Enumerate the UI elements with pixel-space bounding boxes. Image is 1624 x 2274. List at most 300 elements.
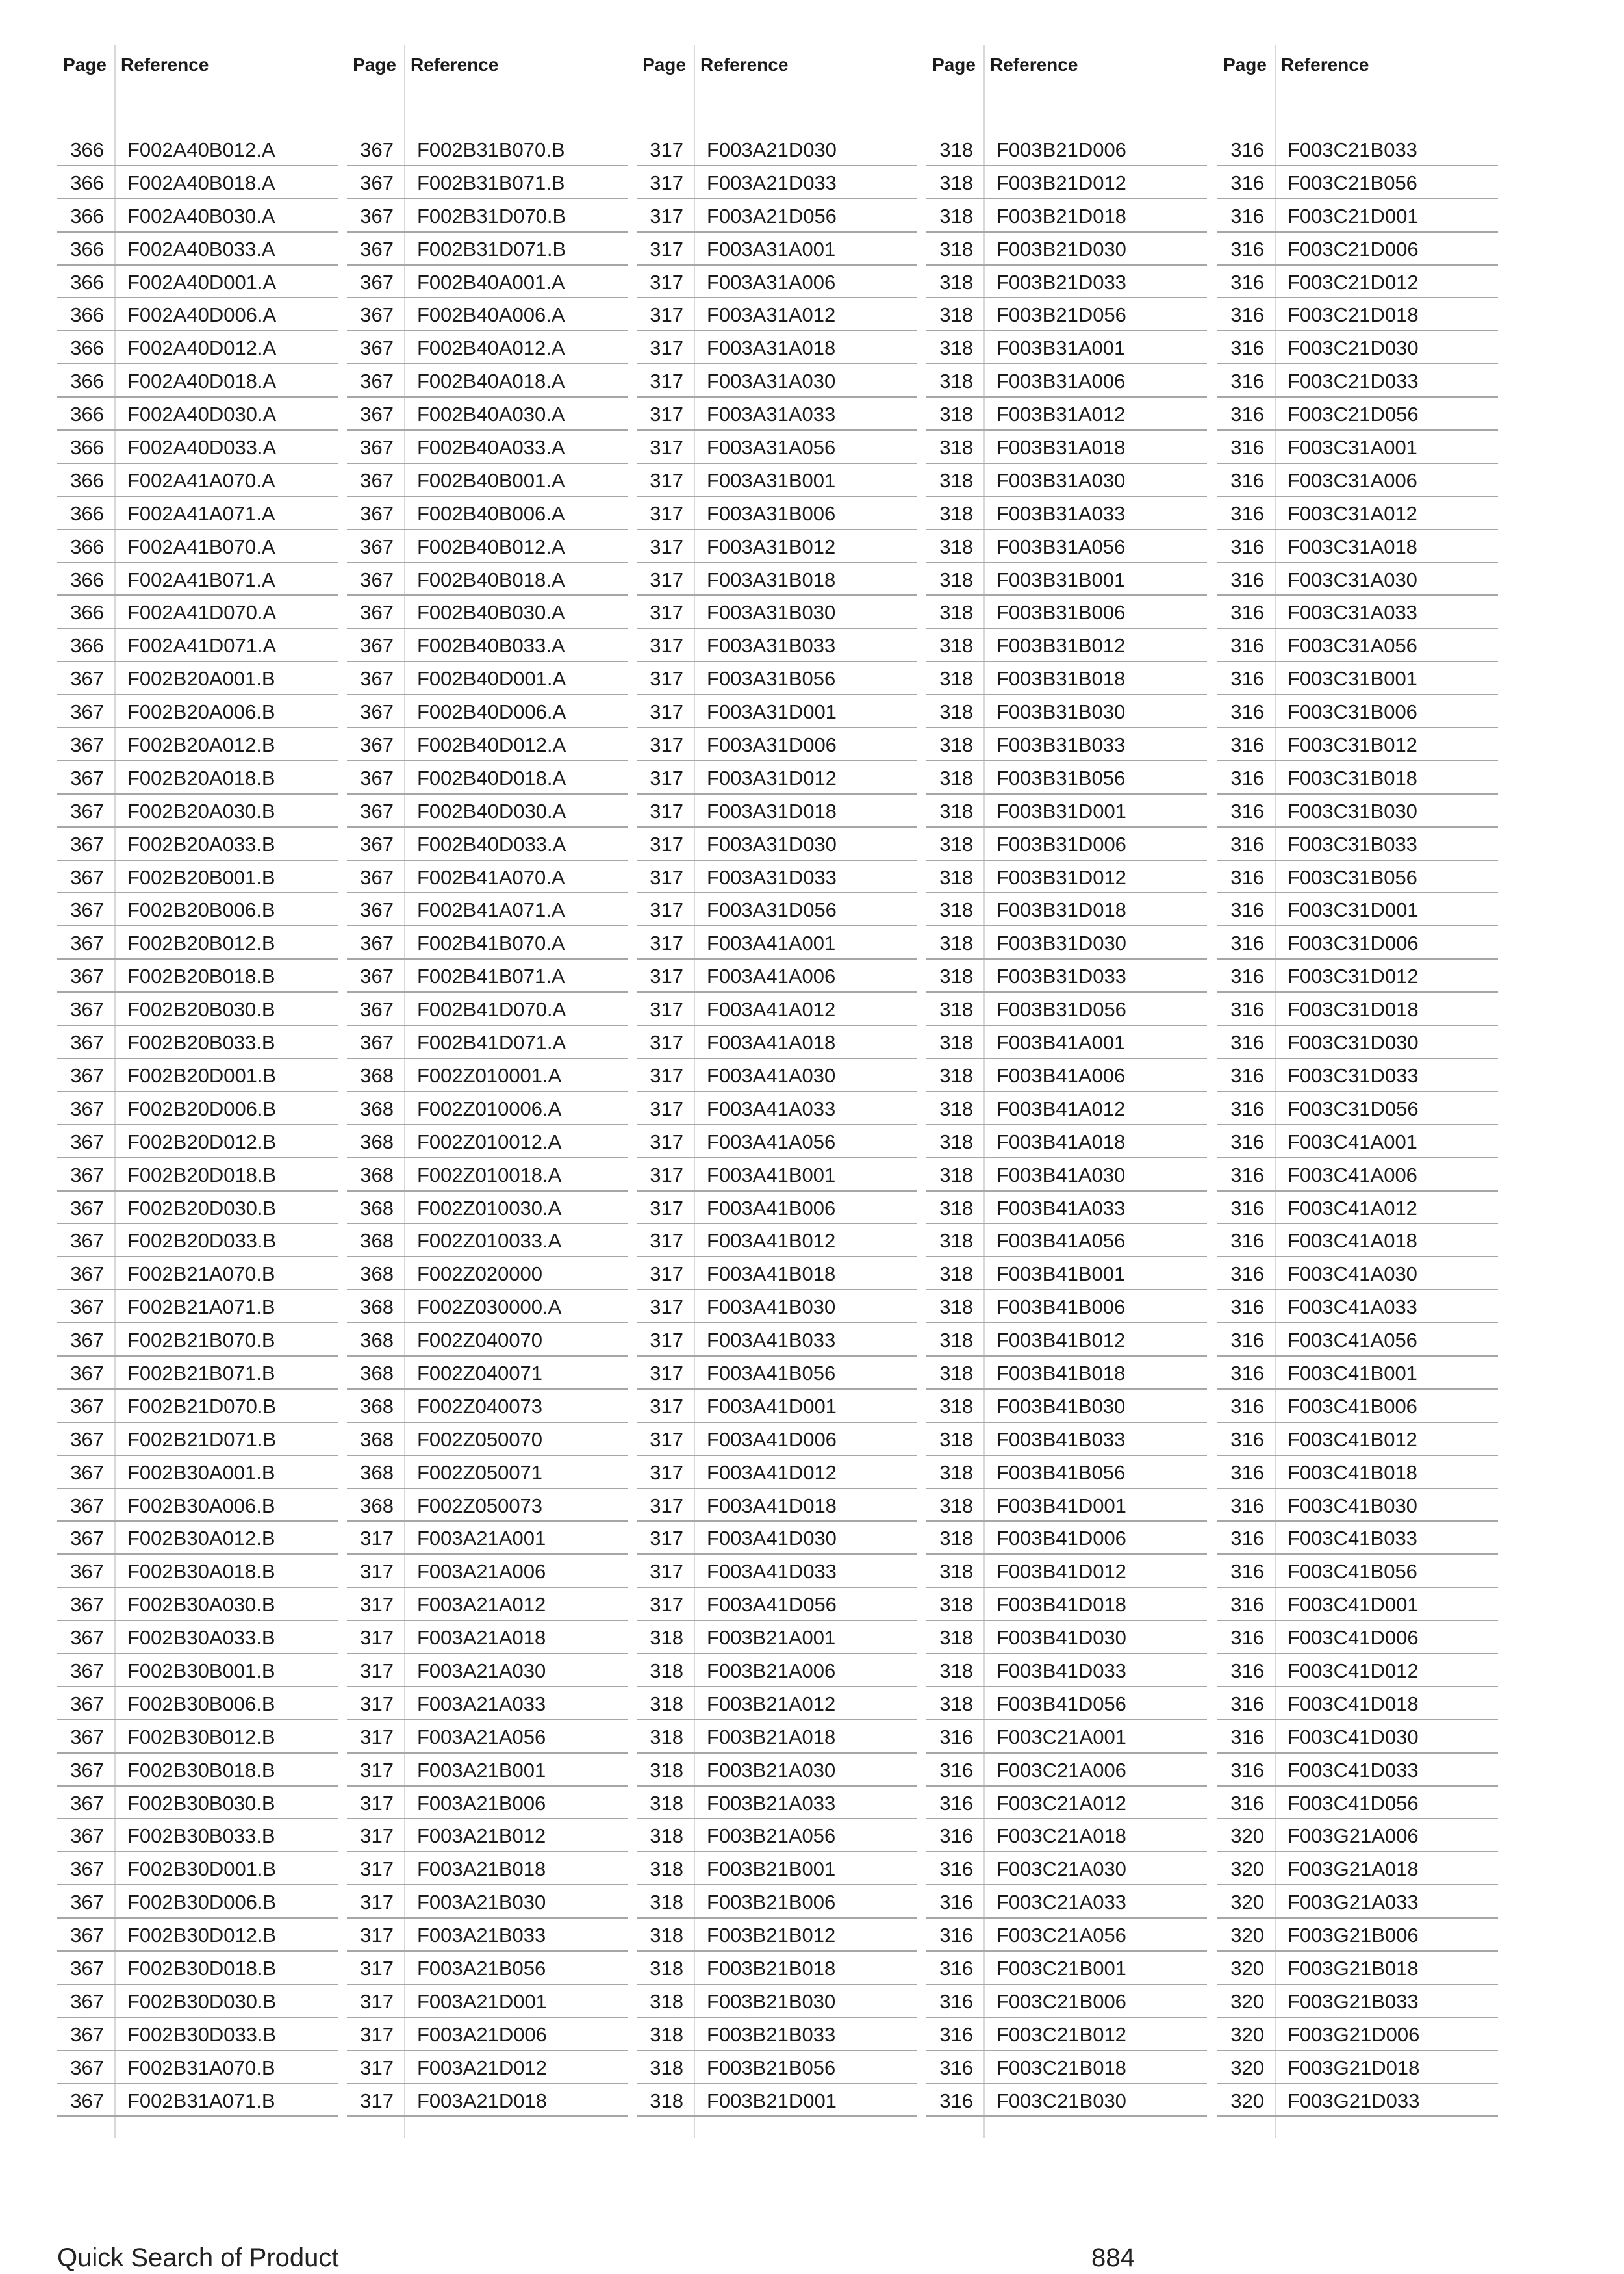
index-row: [57, 1952, 338, 1985]
reference-cell: F003A41B006: [707, 1196, 836, 1220]
index-row: [926, 695, 1207, 728]
reference-cell: F003B41A006: [996, 1064, 1126, 1087]
reference-cell: F002B41A071.A: [417, 899, 565, 922]
reference-cell: F002B40B001.A: [417, 468, 565, 492]
page-number-cell: 366: [70, 337, 104, 360]
reference-cell: F003A41A006: [707, 965, 836, 988]
index-row: [347, 1026, 628, 1059]
reference-cell: F003B21D018: [996, 204, 1126, 227]
index-row: [57, 1588, 338, 1621]
index-row: [1217, 1026, 1498, 1059]
index-row: [347, 1654, 628, 1687]
page-number-cell: 366: [70, 237, 104, 261]
page-number-cell: 316: [1230, 337, 1264, 360]
reference-cell: F002A40B030.A: [127, 204, 275, 227]
reference-cell: F003A21D056: [707, 204, 837, 227]
index-row: [57, 1754, 338, 1787]
reference-cell: F002B40B012.A: [417, 535, 565, 558]
reference-cell: F003C31A056: [1288, 634, 1417, 658]
reference-cell: F003C21B030: [996, 2089, 1126, 2112]
reference-cell: F003C41A033: [1288, 1296, 1417, 1319]
page-number-cell: 318: [939, 1196, 973, 1220]
reference-cell: F002B40A001.A: [417, 270, 565, 294]
index-row: [1217, 1819, 1498, 1852]
page-number-cell: 320: [1230, 1924, 1264, 1947]
reference-cell: F002A41D071.A: [127, 634, 277, 658]
index-row: [637, 695, 917, 728]
index-row: [347, 960, 628, 993]
index-row: [347, 166, 628, 199]
page-number-cell: 368: [360, 1097, 394, 1120]
reference-cell: F003C41B018: [1288, 1461, 1417, 1484]
reference-cell: F003A21A001: [417, 1527, 546, 1550]
reference-cell: F003A31B001: [707, 468, 836, 492]
page-number-cell: 316: [1230, 436, 1264, 459]
index-row: [57, 761, 338, 795]
reference-cell: F003B21B006: [707, 1891, 836, 1914]
page-number-cell: 317: [360, 2056, 394, 2079]
reference-cell: F003A21D012: [417, 2056, 547, 2079]
reference-cell: F003A41A056: [707, 1130, 836, 1153]
index-row: [57, 1787, 338, 1820]
index-row: [1217, 464, 1498, 497]
reference-cell: F002B20D033.B: [127, 1229, 277, 1253]
index-row: [926, 1522, 1207, 1555]
page-number-cell: 316: [1230, 303, 1264, 327]
page-number-cell: 317: [360, 1891, 394, 1914]
index-row: [57, 266, 338, 299]
page-number-cell: 367: [70, 1758, 104, 1782]
page-number-cell: 316: [1230, 799, 1264, 823]
index-row: [926, 199, 1207, 233]
index-row: [637, 1985, 917, 2018]
reference-cell: F002B31B071.B: [417, 171, 565, 194]
page-number-cell: 317: [650, 601, 683, 624]
index-row: [637, 1423, 917, 1456]
reference-cell: F003B21A030: [707, 1758, 836, 1782]
reference-cell: F003A41D012: [707, 1461, 837, 1484]
page-number-cell: 368: [360, 1196, 394, 1220]
reference-cell: F003A21B030: [417, 1891, 546, 1914]
page-number-cell: 316: [1230, 237, 1264, 261]
page-number-cell: 318: [939, 568, 973, 591]
index-row: [347, 1323, 628, 1357]
reference-cell: F002B30A001.B: [127, 1461, 275, 1484]
reference-cell: F003A21A012: [417, 1593, 546, 1616]
index-row: [347, 1456, 628, 1489]
reference-cell: F003A21D001: [417, 1989, 547, 2013]
page-number-cell: 367: [360, 403, 394, 426]
page-number-cell: 316: [1230, 700, 1264, 724]
footer-section-title: Quick Search of Product: [57, 2243, 339, 2272]
reference-cell: F003B21A012: [707, 1692, 836, 1715]
index-row: [637, 563, 917, 596]
index-row: [347, 761, 628, 795]
index-row: [637, 1390, 917, 1423]
page-number-cell: 316: [1230, 1262, 1264, 1286]
index-row: [57, 828, 338, 861]
index-row: [926, 1456, 1207, 1489]
reference-cell: F003C21A030: [996, 1858, 1126, 1881]
header-page-label: Page: [1223, 55, 1267, 75]
reference-cell: F003G21A018: [1288, 1858, 1419, 1881]
reference-cell: F003A21B001: [417, 1758, 546, 1782]
reference-cell: F003A21A033: [417, 1692, 546, 1715]
page-number-cell: 317: [360, 1659, 394, 1682]
reference-cell: F002A40D033.A: [127, 436, 277, 459]
page-number-cell: 318: [650, 1659, 683, 1682]
index-row: [637, 1026, 917, 1059]
index-row: [347, 1787, 628, 1820]
page-number-cell: 366: [70, 601, 104, 624]
reference-cell: F003A21D030: [707, 138, 837, 161]
reference-cell: F003A31D006: [707, 734, 837, 757]
reference-cell: F003C21D030: [1288, 337, 1419, 360]
page-number-cell: 318: [650, 1891, 683, 1914]
reference-cell: F003C41D018: [1288, 1692, 1419, 1715]
reference-cell: F003A21A056: [417, 1725, 546, 1748]
reference-cell: F002A41D070.A: [127, 601, 277, 624]
index-row: [347, 298, 628, 331]
reference-cell: F003C41A030: [1288, 1262, 1417, 1286]
reference-cell: F002B21A070.B: [127, 1262, 275, 1286]
page-number-cell: 317: [650, 436, 683, 459]
reference-cell: F002B30D012.B: [127, 1924, 277, 1947]
index-row: [57, 861, 338, 894]
index-row: [57, 1290, 338, 1323]
reference-cell: F002Z010030.A: [417, 1196, 562, 1220]
index-row: [637, 1092, 917, 1125]
index-row: [1217, 1456, 1498, 1489]
index-row: [57, 364, 338, 398]
page-number-cell: 368: [360, 1394, 394, 1418]
index-row: [637, 1621, 917, 1654]
page-number-cell: 367: [70, 832, 104, 856]
page-number-cell: 316: [1230, 1758, 1264, 1782]
index-row: [57, 1687, 338, 1720]
page-number-cell: 367: [70, 1593, 104, 1616]
reference-cell: F003B41D030: [996, 1626, 1126, 1650]
index-row: [926, 728, 1207, 761]
page-number-cell: 318: [939, 766, 973, 789]
index-row: [347, 728, 628, 761]
index-row: [637, 1687, 917, 1720]
reference-cell: F003B31D006: [996, 832, 1126, 856]
reference-cell: F003B31D033: [996, 965, 1126, 988]
reference-cell: F003B31A012: [996, 403, 1126, 426]
page-number-cell: 317: [650, 899, 683, 922]
index-row: [57, 1456, 338, 1489]
reference-cell: F002Z050070: [417, 1427, 543, 1451]
index-row: [637, 1885, 917, 1919]
index-row: [57, 695, 338, 728]
reference-cell: F003B21A018: [707, 1725, 836, 1748]
reference-cell: F003G21A006: [1288, 1824, 1419, 1848]
page-number-cell: 366: [70, 138, 104, 161]
reference-cell: F002A41B070.A: [127, 535, 275, 558]
reference-cell: F002B20A001.B: [127, 667, 275, 691]
page-number-cell: 317: [650, 1527, 683, 1550]
page-number-cell: 318: [939, 601, 973, 624]
page-number-cell: 318: [939, 270, 973, 294]
index-row: [347, 1522, 628, 1555]
page-number-cell: 368: [360, 1329, 394, 1352]
reference-cell: F003B31B001: [996, 568, 1126, 591]
reference-cell: F003B41A030: [996, 1163, 1126, 1186]
reference-cell: F003C41A001: [1288, 1130, 1417, 1153]
index-row: [57, 1423, 338, 1456]
index-row: [57, 398, 338, 431]
index-row: [637, 1290, 917, 1323]
index-row: [57, 2051, 338, 2084]
index-row: [926, 1357, 1207, 1390]
reference-cell: F002B30A033.B: [127, 1626, 275, 1650]
reference-cell: F003B21D056: [996, 303, 1126, 327]
index-row: [57, 298, 338, 331]
reference-cell: F003B31A056: [996, 535, 1126, 558]
index-row: [637, 1357, 917, 1390]
reference-cell: F002B41D071.A: [417, 1031, 566, 1054]
index-row: [347, 364, 628, 398]
page-number-cell: 317: [650, 634, 683, 658]
reference-cell: F003B41B001: [996, 1262, 1126, 1286]
reference-cell: F003C21A012: [996, 1791, 1126, 1815]
reference-cell: F002A40B012.A: [127, 138, 275, 161]
page-number-cell: 318: [939, 899, 973, 922]
reference-cell: F003B31B030: [996, 700, 1126, 724]
reference-cell: F003A21D033: [707, 171, 837, 194]
index-row: [1217, 166, 1498, 199]
reference-cell: F002B20B033.B: [127, 1031, 275, 1054]
reference-cell: F003C31D001: [1288, 899, 1419, 922]
index-row: [57, 530, 338, 563]
index-row: [57, 1985, 338, 2018]
reference-cell: F002Z010018.A: [417, 1163, 562, 1186]
reference-cell: F003C41B012: [1288, 1427, 1417, 1451]
page-number-cell: 316: [1230, 1329, 1264, 1352]
page-number-cell: 316: [1230, 832, 1264, 856]
index-row: [926, 1754, 1207, 1787]
reference-cell: F003G21B006: [1288, 1924, 1419, 1947]
index-row: [637, 662, 917, 695]
header-reference-label: Reference: [1281, 55, 1369, 75]
page-number-cell: 368: [360, 1130, 394, 1153]
reference-cell: F002Z050071: [417, 1461, 543, 1484]
index-row: [926, 298, 1207, 331]
index-row: [347, 199, 628, 233]
index-row: [347, 993, 628, 1026]
index-row: [1217, 1192, 1498, 1225]
page-number-cell: 318: [939, 237, 973, 261]
page-number-cell: 317: [650, 1229, 683, 1253]
reference-cell: F002A40B018.A: [127, 171, 275, 194]
index-row: [637, 1456, 917, 1489]
index-row: [347, 1059, 628, 1092]
index-row: [926, 596, 1207, 629]
index-row: [1217, 530, 1498, 563]
reference-cell: F002B21D070.B: [127, 1394, 277, 1418]
page-number-cell: 316: [1230, 965, 1264, 988]
page-number-cell: 317: [360, 1626, 394, 1650]
reference-cell: F003C21D033: [1288, 370, 1419, 393]
reference-cell: F003B31D030: [996, 932, 1126, 955]
reference-cell: F002B30A018.B: [127, 1560, 275, 1583]
index-row: [57, 1720, 338, 1754]
index-row: [347, 1885, 628, 1919]
index-row: [926, 629, 1207, 662]
index-row: [347, 1952, 628, 1985]
index-row: [637, 828, 917, 861]
index-row: [926, 2018, 1207, 2051]
index-row: [926, 1952, 1207, 1985]
page-number-cell: 318: [939, 370, 973, 393]
reference-cell: F003B31D001: [996, 799, 1126, 823]
page-number-cell: 318: [939, 1527, 973, 1550]
reference-cell: F003A31A033: [707, 403, 836, 426]
page-number-cell: 316: [1230, 667, 1264, 691]
index-row: [347, 331, 628, 364]
index-row: [926, 861, 1207, 894]
page-number-cell: 366: [70, 204, 104, 227]
page-number-cell: 317: [650, 468, 683, 492]
page-number-cell: 316: [1230, 1394, 1264, 1418]
reference-cell: F003C31D056: [1288, 1097, 1419, 1120]
index-row: [637, 331, 917, 364]
page-number-cell: 318: [939, 634, 973, 658]
index-row: [57, 1390, 338, 1423]
reference-cell: F003A41D001: [707, 1394, 837, 1418]
page-number-cell: 367: [70, 899, 104, 922]
page-number-cell: 318: [939, 1692, 973, 1715]
reference-cell: F002B31B070.B: [417, 138, 565, 161]
reference-cell: F002B20A012.B: [127, 734, 275, 757]
index-row: [1217, 795, 1498, 828]
page-number-cell: 316: [1230, 270, 1264, 294]
page-number-cell: 367: [360, 965, 394, 988]
reference-cell: F003C31B030: [1288, 799, 1417, 823]
reference-cell: F002B30B033.B: [127, 1824, 275, 1848]
reference-cell: F002B30A030.B: [127, 1593, 275, 1616]
page-number-cell: 317: [360, 1824, 394, 1848]
page-number-cell: 318: [939, 1130, 973, 1153]
page-number-cell: 316: [1230, 568, 1264, 591]
page-number-cell: 316: [1230, 998, 1264, 1021]
page-number-cell: 367: [70, 1956, 104, 1980]
page-number-cell: 317: [650, 932, 683, 955]
page-number-cell: 367: [70, 1989, 104, 2013]
reference-cell: F003A21A030: [417, 1659, 546, 1682]
page-number-cell: 317: [360, 1692, 394, 1715]
reference-cell: F003A41A018: [707, 1031, 836, 1054]
header-reference-label: Reference: [700, 55, 789, 75]
reference-cell: F003B41A012: [996, 1097, 1126, 1120]
reference-cell: F003A41D006: [707, 1427, 837, 1451]
page-number-cell: 318: [650, 1956, 683, 1980]
index-row: [57, 629, 338, 662]
page-number-cell: 316: [939, 2089, 973, 2112]
page-number-cell: 367: [360, 899, 394, 922]
index-row: [347, 530, 628, 563]
reference-cell: F003B41B006: [996, 1296, 1126, 1319]
page-number-cell: 317: [650, 237, 683, 261]
reference-cell: F002B41B070.A: [417, 932, 565, 955]
reference-cell: F002B20B012.B: [127, 932, 275, 955]
reference-cell: F003A21A006: [417, 1560, 546, 1583]
index-row: [57, 1357, 338, 1390]
reference-cell: F003C41D056: [1288, 1791, 1419, 1815]
page-number-cell: 316: [1230, 1461, 1264, 1484]
index-row: [926, 993, 1207, 1026]
reference-cell: F003C31A006: [1288, 468, 1417, 492]
header-page-label: Page: [932, 55, 976, 75]
page-number-cell: 367: [360, 634, 394, 658]
reference-cell: F003C31B012: [1288, 734, 1417, 757]
page-number-cell: 366: [70, 403, 104, 426]
index-row: [926, 795, 1207, 828]
reference-cell: F002B30B030.B: [127, 1791, 275, 1815]
index-rows: [1217, 133, 1498, 2117]
page-number-cell: 316: [1230, 1527, 1264, 1550]
reference-cell: F003B21B056: [707, 2056, 836, 2079]
reference-cell: F002A41A071.A: [127, 502, 275, 525]
page-number-cell: 318: [650, 1858, 683, 1881]
page-number-cell: 317: [650, 138, 683, 161]
page-number-cell: 367: [70, 1891, 104, 1914]
index-row: [637, 728, 917, 761]
page-number-cell: 316: [1230, 1659, 1264, 1682]
index-row: [1217, 1323, 1498, 1357]
index-row: [1217, 926, 1498, 960]
reference-cell: F003A31A030: [707, 370, 836, 393]
reference-cell: F002Z040070: [417, 1329, 543, 1352]
index-row: [926, 1290, 1207, 1323]
reference-cell: F003C31D012: [1288, 965, 1419, 988]
reference-cell: F002A40B033.A: [127, 237, 275, 261]
index-row: [57, 728, 338, 761]
page-number-cell: 317: [650, 171, 683, 194]
reference-cell: F002B31D071.B: [417, 237, 566, 261]
reference-cell: F003C31D006: [1288, 932, 1419, 955]
reference-cell: F003B41A056: [996, 1229, 1126, 1253]
index-row: [926, 828, 1207, 861]
page-number-cell: 367: [70, 998, 104, 1021]
page-number-cell: 318: [939, 1394, 973, 1418]
index-row: [637, 1125, 917, 1158]
page-number-cell: 317: [650, 1196, 683, 1220]
page-number-cell: 318: [939, 535, 973, 558]
reference-cell: F003B31D056: [996, 998, 1126, 1021]
page-number-cell: 367: [360, 204, 394, 227]
reference-cell: F003C41A012: [1288, 1196, 1417, 1220]
page-number-cell: 367: [70, 1527, 104, 1550]
reference-cell: F003C41B056: [1288, 1560, 1417, 1583]
reference-cell: F003C41A006: [1288, 1163, 1417, 1186]
index-row: [637, 926, 917, 960]
reference-cell: F003B21D033: [996, 270, 1126, 294]
reference-cell: F003B31A001: [996, 337, 1126, 360]
page-number-cell: 318: [939, 1494, 973, 1517]
page-number-cell: 367: [70, 1924, 104, 1947]
index-row: [637, 1158, 917, 1192]
page-number-cell: 367: [70, 1329, 104, 1352]
index-row: [926, 266, 1207, 299]
index-row: [57, 1522, 338, 1555]
page-number-cell: 367: [70, 1725, 104, 1748]
page-number-cell: 316: [1230, 1361, 1264, 1385]
reference-cell: F003C31D018: [1288, 998, 1419, 1021]
index-row: [347, 2084, 628, 2117]
index-row: [1217, 1919, 1498, 1952]
